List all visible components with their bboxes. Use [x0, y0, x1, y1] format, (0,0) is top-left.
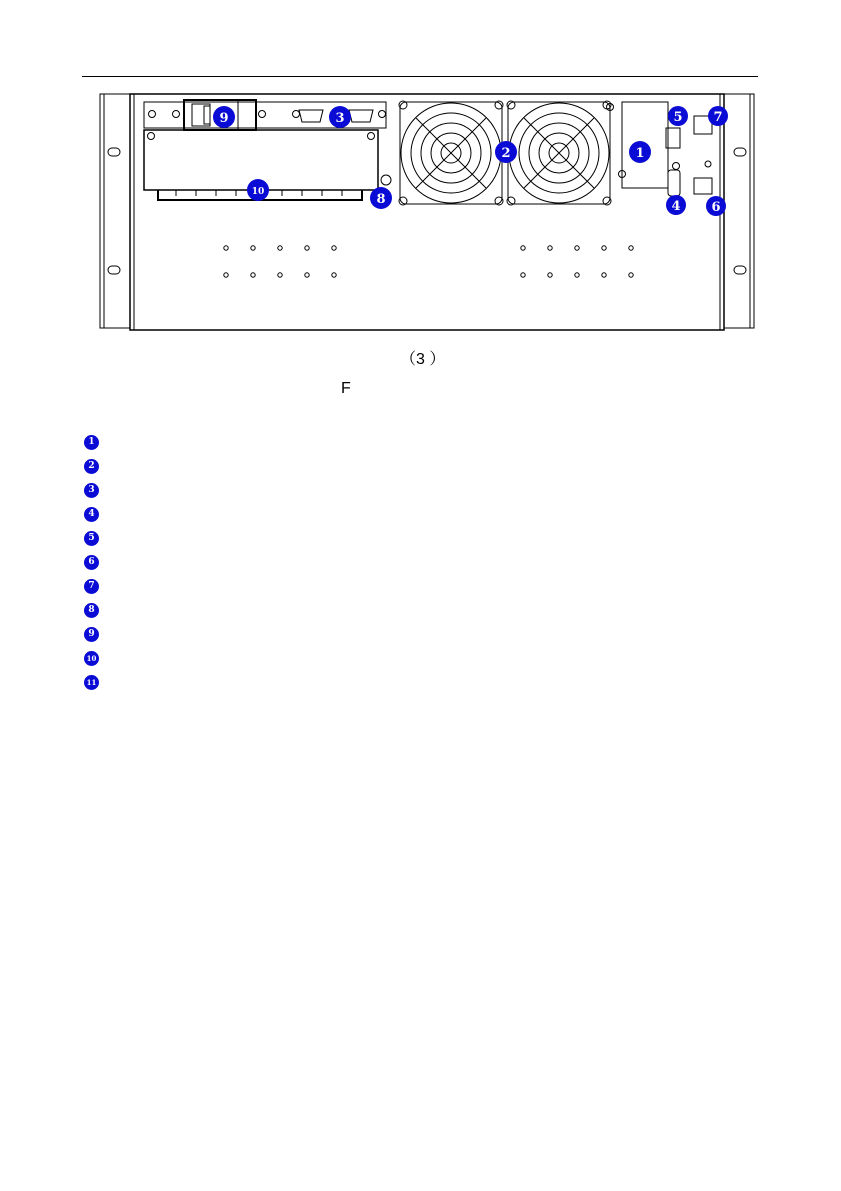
callout-2-label: 2 — [501, 146, 511, 161]
mount-slot — [734, 266, 746, 274]
left-rack-ear — [100, 94, 130, 328]
right-rack-ear — [724, 94, 754, 328]
legend-number-badge: 8 — [84, 603, 99, 618]
legend-number-badge: 6 — [84, 555, 99, 570]
epo-port — [668, 170, 680, 196]
callout-1-label: 1 — [635, 146, 645, 161]
figure-caption: （3 ） — [400, 351, 446, 368]
usb-port — [694, 178, 712, 194]
legend-number-badge: 10 — [84, 651, 99, 666]
legend-item — [84, 600, 384, 620]
legend-item — [84, 672, 384, 692]
legend-item — [84, 432, 384, 452]
db9-connector-b — [349, 110, 373, 122]
db9-connector-a — [299, 110, 323, 122]
legend-item — [84, 648, 384, 668]
legend-item — [84, 576, 384, 596]
callout-5-label: 5 — [673, 110, 683, 125]
legend-number-badge: 4 — [84, 507, 99, 522]
mount-slot — [108, 266, 120, 274]
mount-slot — [108, 148, 120, 156]
legend-item — [84, 504, 384, 524]
legend-item — [84, 624, 384, 644]
fan-right — [507, 101, 611, 205]
callout-6-label: 6 — [711, 200, 721, 215]
legend-item — [84, 552, 384, 572]
figure-subcaption: F — [341, 380, 351, 397]
legend-number-badge: 3 — [84, 483, 99, 498]
mount-slot — [734, 148, 746, 156]
legend-number-badge: 1 — [84, 435, 99, 450]
callout-4-label: 4 — [671, 199, 681, 214]
legend-number-badge: 5 — [84, 531, 99, 546]
callout-7-label: 7 — [713, 110, 723, 125]
legend-number-badge: 11 — [84, 675, 99, 690]
legend-number-badge: 2 — [84, 459, 99, 474]
legend-number-badge: 7 — [84, 579, 99, 594]
callout-8-label: 8 — [376, 192, 386, 207]
header-rule — [82, 76, 758, 77]
callout-10-label: 10 — [251, 187, 265, 197]
fan-left — [399, 101, 503, 205]
callout-3-label: 3 — [335, 111, 345, 126]
legend-item — [84, 528, 384, 548]
rear-panel-diagram — [96, 90, 758, 336]
legend-item — [84, 480, 384, 500]
ground-stud — [381, 175, 391, 185]
callout-9-label: 9 — [219, 111, 229, 126]
legend-number-badge: 9 — [84, 627, 99, 642]
legend-item — [84, 456, 384, 476]
